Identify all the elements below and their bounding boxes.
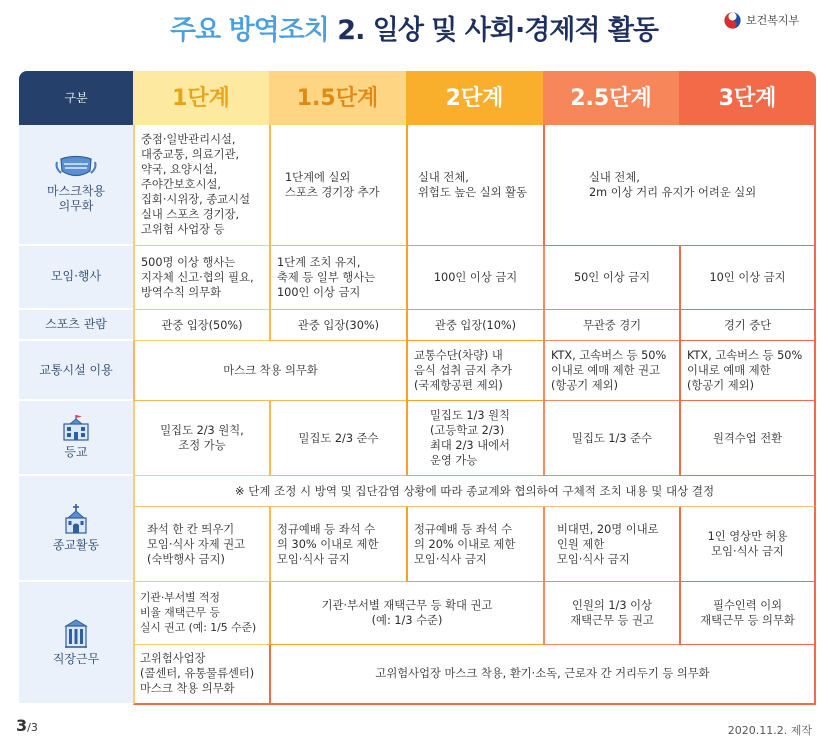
title-rest: 일상 및 사회·경제적 활동	[372, 15, 659, 46]
header-stage-1: 1단계	[133, 71, 269, 125]
religion-stage-3: 1인 영상만 허용 모임·식사 금지	[679, 507, 816, 582]
office-building-icon	[63, 618, 89, 648]
header-stage-3: 3단계	[679, 71, 816, 125]
row-school	[19, 401, 816, 476]
work-stage-1: 기관·부서별 적정 비율 재택근무 등 실시 권고 (예: 1/5 수준)	[133, 582, 269, 644]
row-gathering	[19, 246, 816, 310]
school-stage-2-5: 밀집도 1/3 준수	[543, 401, 679, 476]
row-sports	[19, 310, 816, 341]
mask-stage-2: 실내 전체, 위험도 높은 실외 활동	[406, 125, 543, 246]
transport-stage-3: KTX, 고속버스 등 50% 이내로 예매 제한 (항공기 제외)	[679, 341, 816, 401]
mask-stage-1: 중점·일반관리시설, 대중교통, 의료기관, 약국, 요양시설, 주야간보호시설, 집회·시위장, 종교시설 실내 스포츠 경기장, 고위험 사업장 등	[133, 125, 269, 246]
row-mask	[19, 125, 816, 246]
page-title	[0, 0, 828, 62]
ministry-logo-block	[724, 10, 799, 30]
transport-stage-2-5: KTX, 고속버스 등 50% 이내로 예매 제한 권고 (항공기 제외)	[543, 341, 679, 401]
category-label: 등교	[64, 445, 88, 460]
category-label: 종교활동	[52, 537, 100, 552]
sports-stage-2-5: 무관중 경기	[543, 310, 679, 341]
mask-stage-2-5-3: 실내 전체, 2m 이상 거리 유지가 어려운 실외	[543, 125, 816, 246]
category-religion	[19, 476, 133, 582]
category-school	[19, 401, 133, 476]
transport-stage-1-1-5: 마스크 착용 의무화	[133, 341, 406, 401]
school-stage-1: 밀집도 2/3 원칙, 조정 가능	[133, 401, 269, 476]
sports-stage-1: 관중 입장(50%)	[133, 310, 269, 341]
taegeuk-logo-icon	[724, 12, 741, 29]
measures-table	[19, 71, 816, 705]
religion-stage-1: 좌석 한 칸 띄우기 모임·식사 자제 권고 (숙박행사 금지)	[133, 507, 269, 582]
category-mask	[19, 125, 133, 246]
work-stage-1-5-2: 기관·부서별 재택근무 등 확대 권고 (예: 1/3 수준)	[269, 582, 543, 644]
ministry-name: 보건복지부	[746, 14, 800, 27]
page-number	[16, 716, 38, 735]
category-sports: 스포츠 관람	[19, 310, 133, 341]
gathering-stage-3: 10인 이상 금지	[679, 246, 816, 310]
sports-stage-1-5: 관중 입장(30%)	[269, 310, 406, 341]
school-stage-3: 원격수업 전환	[679, 401, 816, 476]
row-work	[19, 582, 816, 644]
category-transport: 교통시설 이용	[19, 341, 133, 401]
work-high-risk-stage-1: 고위험사업장 (콜센터, 유통물류센터) 마스크 착용 의무화	[133, 645, 269, 705]
header-category: 구분	[19, 71, 133, 125]
title-number: 2.	[337, 15, 365, 46]
header-stage-2: 2단계	[406, 71, 543, 125]
category-label: 직장근무	[52, 652, 100, 667]
religion-stage-1-5: 정규예배 등 좌석 수 의 30% 이내로 제한 모임·식사 금지	[269, 507, 406, 582]
header-stage-1-5: 1.5단계	[269, 71, 406, 125]
work-stage-2-5: 인원의 1/3 이상 재택근무 등 권고	[543, 582, 679, 644]
row-religion	[19, 507, 816, 582]
mask-icon	[53, 154, 99, 180]
religion-note: ※ 단계 조정 시 방역 및 집단감염 상황에 따라 종교계와 협의하여 구체적 조치 내용 및 대상 결정	[133, 476, 816, 507]
category-work	[19, 582, 133, 705]
mask-stage-1-5: 1단계에 실외 스포츠 경기장 추가	[269, 125, 406, 246]
religion-stage-2-5: 비대면, 20명 이내로 인원 제한 모임·식사 금지	[543, 507, 679, 582]
title-prefix: 주요 방역조치	[169, 15, 329, 46]
work-high-risk-stage-rest: 고위험사업장 마스크 착용, 환기·소독, 근로자 간 거리두기 등 의무화	[269, 645, 816, 705]
header-row	[19, 71, 816, 125]
gathering-stage-1: 500명 이상 행사는 지자체 신고·협의 필요, 방역수칙 의무화	[133, 246, 269, 310]
school-stage-2: 밀집도 1/3 원칙 (고등학교 2/3) 최대 2/3 내에서 운영 가능	[406, 401, 543, 476]
work-stage-3: 필수인력 이외 재택근무 등 의무화	[679, 582, 816, 644]
school-stage-1-5: 밀집도 2/3 준수	[269, 401, 406, 476]
sports-stage-2: 관중 입장(10%)	[406, 310, 543, 341]
gathering-stage-2-5: 50인 이상 금지	[543, 246, 679, 310]
header-stage-2-5: 2.5단계	[543, 71, 679, 125]
row-transport	[19, 341, 816, 401]
sports-stage-3: 경기 중단	[679, 310, 816, 341]
church-icon	[63, 504, 89, 534]
gathering-stage-1-5: 1단계 조치 유지, 축제 등 일부 행사는 100인 이상 금지	[269, 246, 406, 310]
category-gathering: 모임·행사	[19, 246, 133, 310]
page-current: 3	[16, 716, 28, 735]
category-label: 마스크착용 의무화	[47, 184, 105, 214]
religion-stage-2: 정규예배 등 좌석 수 의 20% 이내로 제한 모임·식사 금지	[406, 507, 543, 582]
transport-stage-2: 교통수단(차량) 내 음식 섭취 금지 추가 (국제항공편 제외)	[406, 341, 543, 401]
row-work-high-risk	[19, 645, 816, 705]
gathering-stage-2: 100인 이상 금지	[406, 246, 543, 310]
page-total: /3	[27, 721, 38, 734]
school-icon	[62, 415, 90, 441]
row-religion-note	[19, 476, 816, 507]
made-date: 2020.11.2. 제작	[727, 724, 812, 737]
